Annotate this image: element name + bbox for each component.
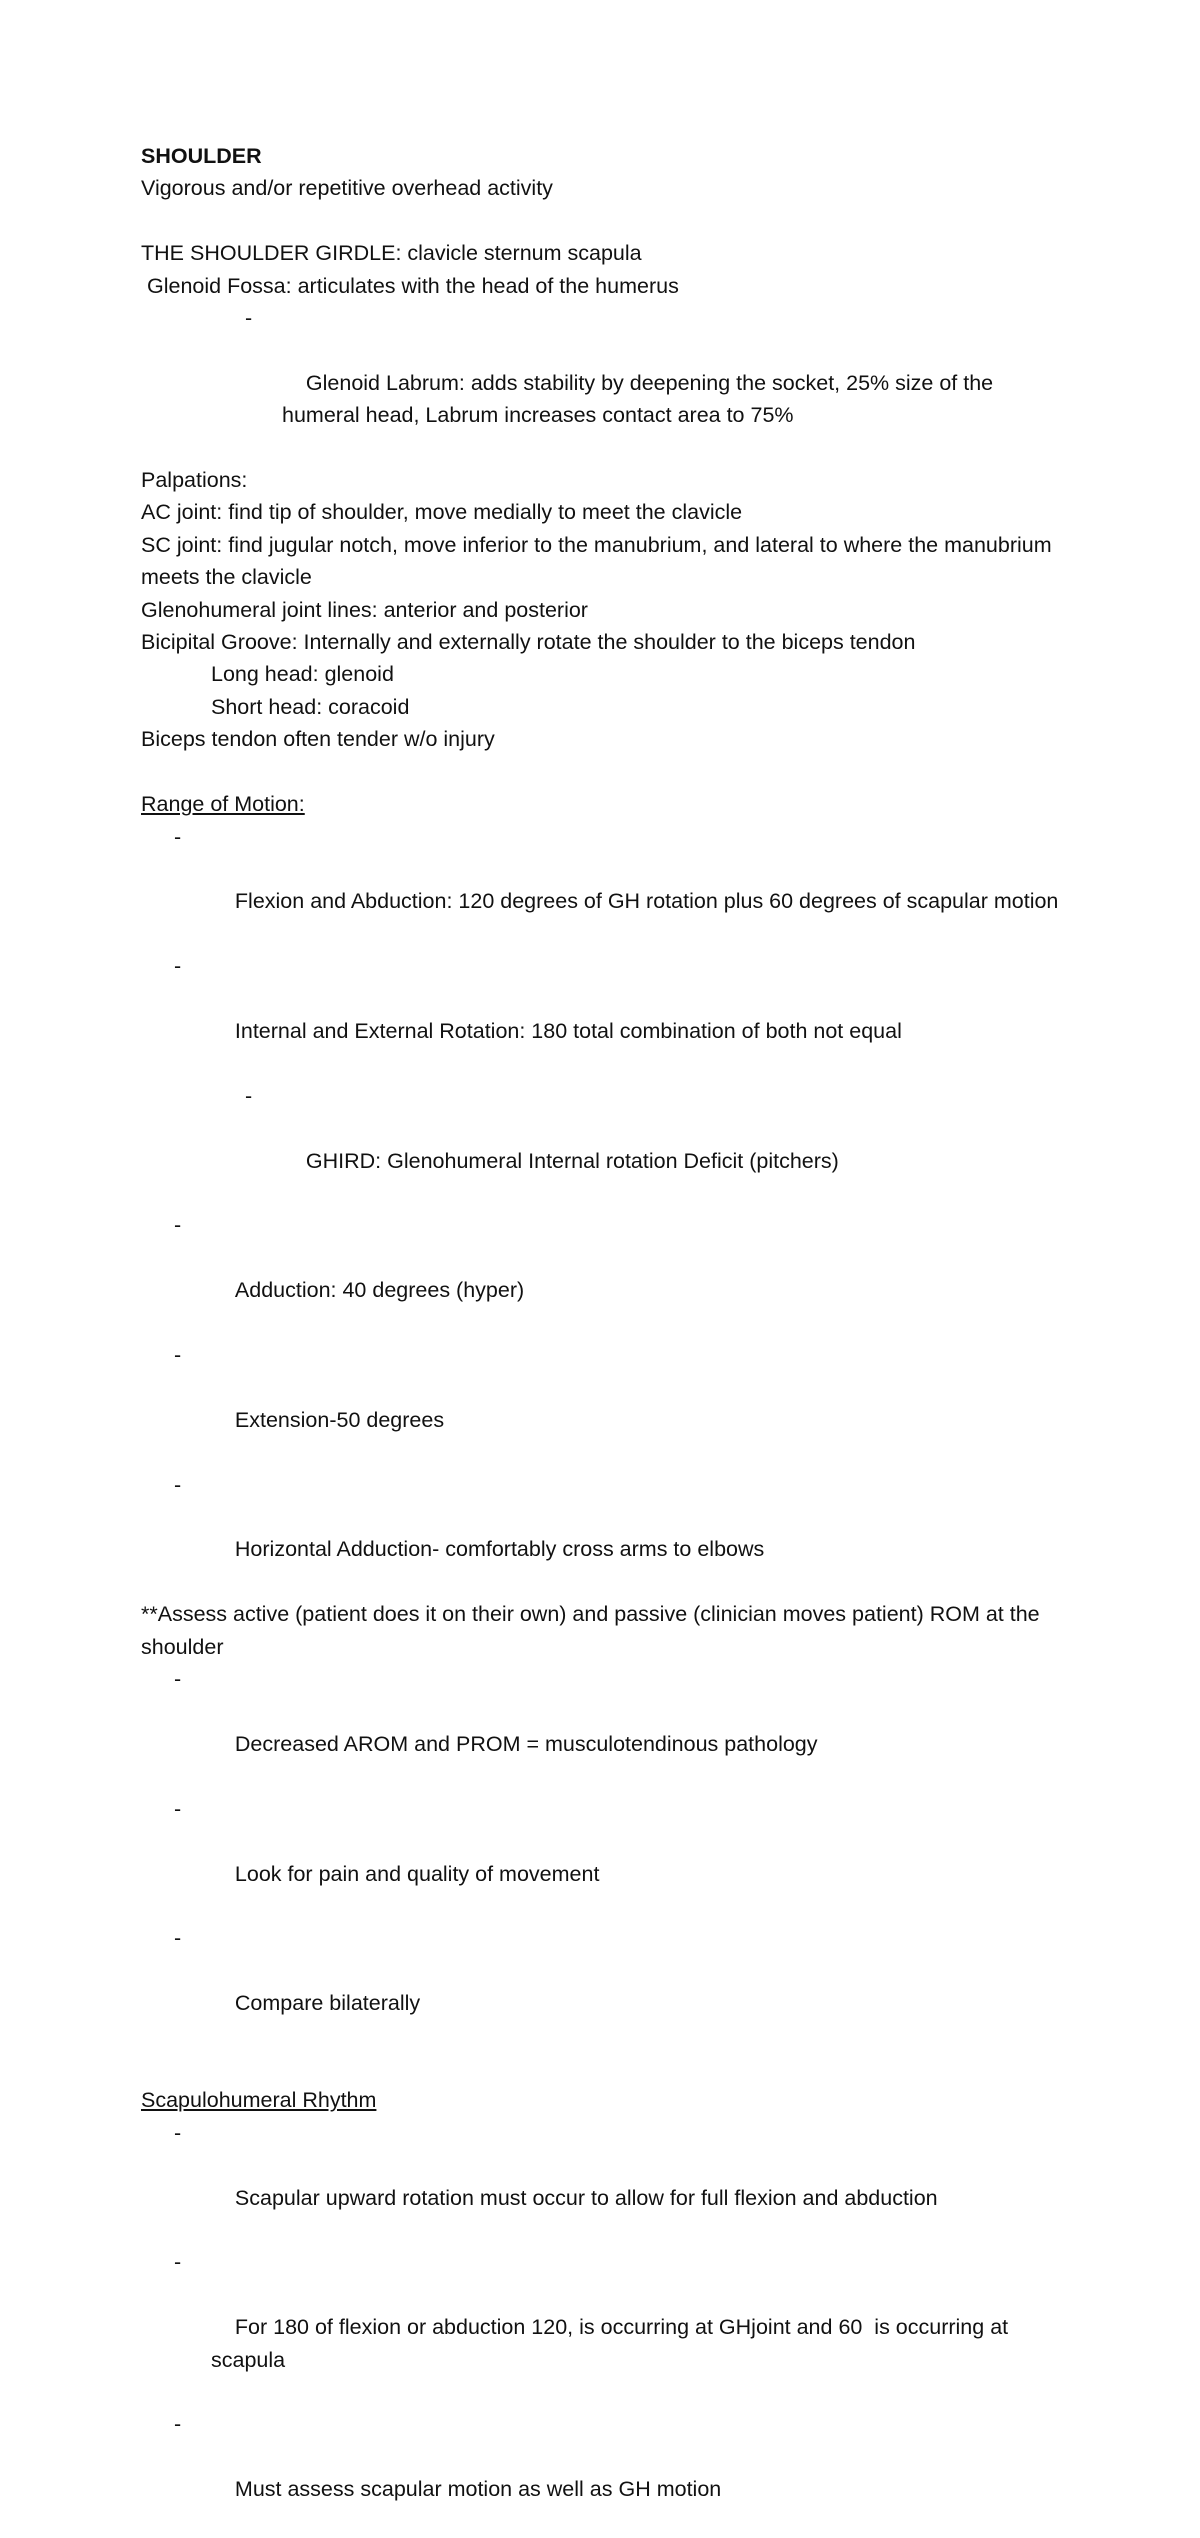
bullet-dash: - — [245, 306, 253, 331]
bullet-dash: - — [174, 1667, 182, 1692]
list-item-text: Horizontal Adduction- comfortably cross arms to elbows — [234, 1537, 765, 1562]
glenoid-fossa-text: Glenoid Fossa: articulates with the head of the humerus — [147, 273, 679, 298]
list-item — [141, 2246, 1071, 2408]
bullet-dash: - — [174, 2120, 182, 2145]
list-item-text: Internal and External Rotation: 180 total combination of both not equal — [234, 1018, 902, 1043]
list-item-text: Adduction: 40 degrees (hyper) — [234, 1278, 525, 1303]
list-item — [141, 2408, 1071, 2538]
list-item — [141, 1080, 1071, 1210]
long-head-text: Long head: glenoid — [211, 662, 394, 687]
spacer — [141, 756, 1071, 788]
bullet-dash: - — [174, 1796, 182, 1821]
list-item-text: Look for pain and quality of movement — [234, 1861, 600, 1886]
sc-joint-text: SC joint: find jugular notch, move inferior to the manubrium, and lateral to where the manubrium meets the clavicle — [141, 532, 1058, 590]
bullet-dash: - — [174, 2412, 182, 2437]
list-item — [141, 1209, 1071, 1339]
list-item — [141, 1469, 1071, 1599]
list-item — [141, 1663, 1071, 1793]
list-item — [141, 1793, 1071, 1923]
bullet-dash: - — [174, 824, 182, 849]
bullet-dash: - — [174, 1472, 182, 1497]
list-item — [141, 2117, 1071, 2247]
bullet-dash: - — [174, 2250, 182, 2275]
intro-text: Vigorous and/or repetitive overhead activity — [141, 176, 553, 201]
labrum-text: Glenoid Labrum: adds stability by deepening the socket, 25% size of the humeral head, Labrum increases contact area to 75% — [282, 370, 1000, 428]
rom-heading: Range of Motion: — [141, 792, 305, 817]
list-item-text: For 180 of flexion or abduction 120, is occurring at GHjoint and 60 is occurring at scapula — [211, 2315, 1015, 2372]
list-item — [141, 950, 1071, 1080]
gh-lines-text: Glenohumeral joint lines: anterior and posterior — [141, 597, 588, 622]
short-head-text: Short head: coracoid — [211, 694, 410, 719]
biceps-note-text: Biceps tendon often tender w/o injury — [141, 727, 495, 752]
spacer — [141, 205, 1071, 237]
list-item — [141, 1922, 1071, 2052]
doc-title: SHOULDER — [141, 144, 262, 168]
bicipital-text: Bicipital Groove: Internally and externally rotate the shoulder to the biceps tendon — [141, 630, 916, 655]
rhythm-heading: Scapulohumeral Rhythm — [141, 2088, 377, 2113]
bullet-dash: - — [174, 1213, 182, 1238]
list-item-text: Compare bilaterally — [234, 1991, 421, 2016]
list-item-text: Must assess scapular motion as well as GH motion — [234, 2477, 722, 2502]
list-item-text: Scapular upward rotation must occur to allow for full flexion and abduction — [234, 2185, 938, 2210]
document-page — [141, 140, 1071, 2538]
list-item — [141, 302, 1071, 464]
bullet-dash: - — [245, 1083, 253, 1108]
bullet-dash: - — [174, 954, 182, 979]
palpations-heading: Palpations: — [141, 468, 248, 493]
list-item-text: Flexion and Abduction: 120 degrees of GH rotation plus 60 degrees of scapular motion — [234, 889, 1059, 914]
list-item-text: GHIRD: Glenohumeral Internal rotation Deficit (pitchers) — [305, 1148, 839, 1173]
ac-joint-text: AC joint: find tip of shoulder, move medially to meet the clavicle — [141, 500, 743, 525]
list-item — [141, 1339, 1071, 1469]
list-item-text: Extension-50 degrees — [234, 1407, 445, 1432]
assess-note-text: **Assess active (patient does it on their own) and passive (clinician moves patient) ROM at the shoulder — [141, 1602, 1046, 1659]
bullet-dash: - — [174, 1926, 182, 1951]
spacer — [141, 2052, 1071, 2084]
bullet-dash: - — [174, 1343, 182, 1367]
list-item — [141, 821, 1071, 951]
list-item-text: Decreased AROM and PROM = musculotendinous pathology — [234, 1731, 818, 1756]
girdle-heading: THE SHOULDER GIRDLE: clavicle sternum scapula — [141, 241, 642, 266]
